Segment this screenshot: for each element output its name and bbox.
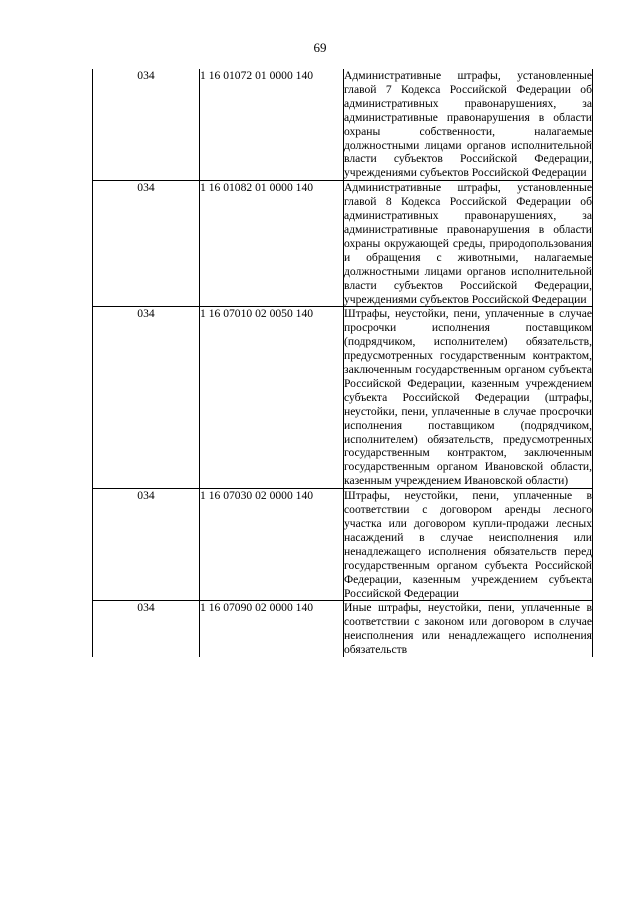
admin-code-cell: 034 xyxy=(93,489,200,601)
table-row xyxy=(93,307,593,489)
budget-classification-code-cell: 1 16 01082 01 0000 140 xyxy=(200,181,344,307)
table-row xyxy=(93,181,593,307)
admin-code-cell: 034 xyxy=(93,69,200,181)
budget-classification-code-cell: 1 16 07030 02 0000 140 xyxy=(200,489,344,601)
income-description-cell: Штрафы, неустойки, пени, уплаченные в соответствии с договором аренды лесного участка или договором купли-продажи лесных насаждений в случае неисполнения или ненадлежащего исполнения обязательств перед государственным органом субъекта Российской Федерации, казенным учреждением субъекта Российской Федерации xyxy=(344,489,592,600)
income-description-cell: Административные штрафы, установленные главой 7 Кодекса Российской Федерации об административных правонарушениях, за административные правонарушения в области охраны собственности, налагаемые должностными лицами органов исполнительной власти субъектов Российской Федерации, учреждениями субъектов Российской Федерации xyxy=(344,69,592,180)
admin-code-cell: 034 xyxy=(93,601,200,657)
admin-code-cell: 034 xyxy=(93,181,200,307)
budget-classification-code-cell: 1 16 07090 02 0000 140 xyxy=(200,601,344,657)
income-description-cell: Административные штрафы, установленные главой 8 Кодекса Российской Федерации об административных правонарушениях, за административные правонарушения в области охраны окружающей среды, природопользования и обращения с животными, налагаемые должностными лицами органов исполнительной власти субъектов Российской Федерации, учреждениями субъектов Российской Федерации xyxy=(344,181,592,306)
income-description-cell: Иные штрафы, неустойки, пени, уплаченные в соответствии с законом или договором в случае неисполнения или ненадлежащего исполнения обязательств xyxy=(344,601,592,657)
budget-classification-code-cell: 1 16 07010 02 0050 140 xyxy=(200,307,344,489)
table-row xyxy=(93,69,593,181)
budget-codes-table xyxy=(92,69,593,657)
income-description-cell: Штрафы, неустойки, пени, уплаченные в случае просрочки исполнения поставщиком (подрядчиком, исполнителем) обязательств, предусмотренных государственным контрактом, заключенным государственным органом субъекта Российской Федерации, казенным учреждением субъекта Российской Федерации (штрафы, неустойки, пени, уплаченные в случае просрочки исполнения поставщиком (подрядчиком, исполнителем) обязательств, предусмотренных государственным контрактом, заключенным государственным органом Ивановской области, казенным учреждением Ивановской области) xyxy=(344,307,592,488)
table-row xyxy=(93,489,593,601)
budget-classification-code-cell: 1 16 01072 01 0000 140 xyxy=(200,69,344,181)
table-row xyxy=(93,601,593,657)
page-number: 69 xyxy=(313,40,327,55)
admin-code-cell: 034 xyxy=(93,307,200,489)
